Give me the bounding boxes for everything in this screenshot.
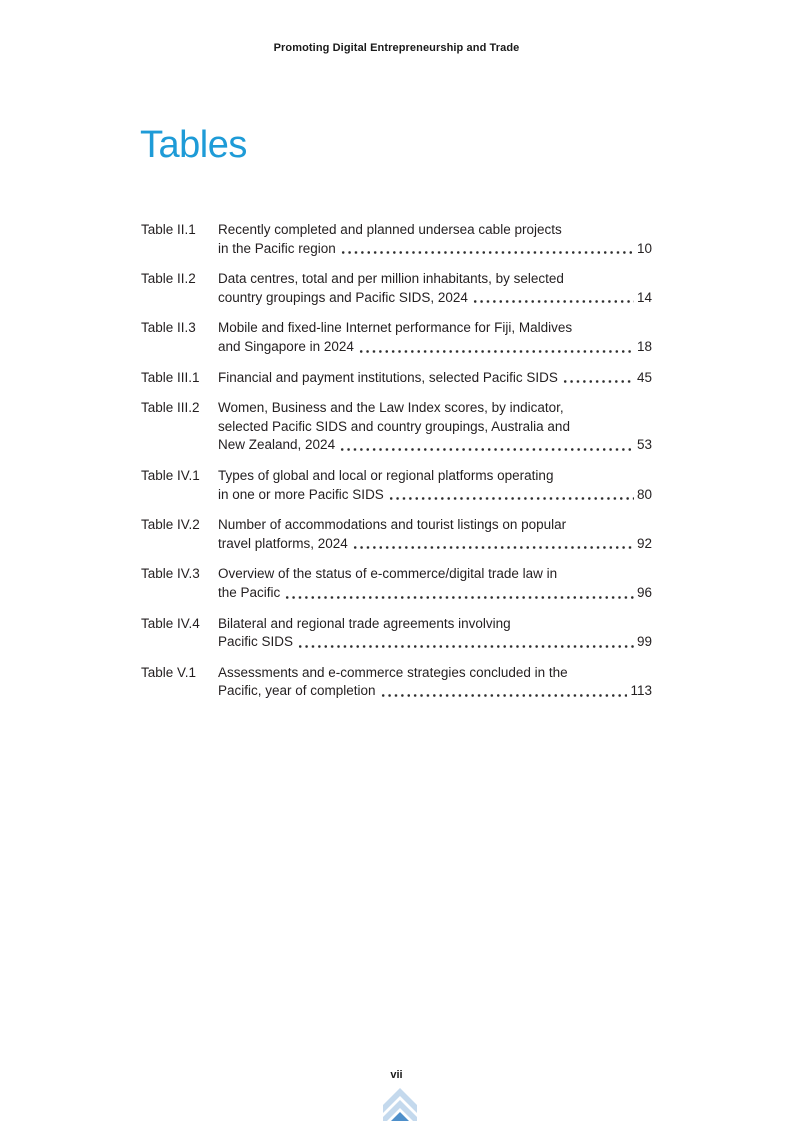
toc-entry-label: Table III.2 — [141, 400, 200, 416]
toc-entry-page-number: 45 — [636, 369, 652, 385]
toc-entry-title — [218, 565, 652, 602]
toc-entry[interactable] — [141, 399, 652, 455]
toc-entry-page-number: 10 — [636, 240, 652, 256]
toc-entry-label: Table II.1 — [141, 222, 196, 237]
dot-leader — [380, 693, 628, 698]
toc-entry-title-text: the Pacific — [218, 584, 281, 600]
toc-entry-title — [218, 615, 652, 652]
toc-entry-title — [218, 516, 652, 553]
toc-entry-title-line: Data centres, total and per million inhabitants, by selected — [218, 271, 564, 287]
toc-entry-title-text: Pacific, year of completion — [218, 683, 376, 699]
toc-entry-page-number: 113 — [630, 683, 652, 699]
toc-entry[interactable] — [141, 319, 652, 356]
toc-entry-title-line: selected Pacific SIDS and country groupings, Australia and — [218, 418, 570, 434]
toc-entry-title — [218, 319, 652, 356]
toc-entry-title-line — [218, 436, 652, 455]
toc-entry[interactable] — [141, 467, 652, 504]
toc-entry-title — [218, 369, 652, 388]
toc-entry-title-line: Assessments and e-commerce strategies concluded in the — [218, 664, 568, 680]
dot-leader — [352, 545, 634, 550]
toc-entry-title — [218, 467, 652, 504]
toc-entry[interactable] — [141, 664, 652, 701]
toc-entry-label: Table IV.4 — [141, 615, 200, 631]
toc-entry-label: Table II.2 — [141, 271, 196, 287]
toc-entry[interactable] — [141, 565, 652, 602]
toc-entry-label: Table IV.2 — [141, 517, 200, 533]
toc-entry[interactable] — [141, 270, 652, 307]
dot-leader — [388, 496, 634, 501]
dot-leader — [339, 447, 634, 452]
toc-entry-title-text: in one or more Pacific SIDS — [218, 486, 384, 502]
toc-entry-page-number: 99 — [636, 634, 652, 650]
toc-entry-title-line — [218, 633, 652, 652]
toc-entry-title-line — [218, 486, 652, 505]
toc-entry-label: Table III.1 — [141, 369, 200, 385]
toc-entry[interactable] — [141, 516, 652, 553]
toc-entry-page-number: 96 — [636, 584, 652, 600]
toc-entry-title-line: Mobile and fixed-line Internet performance for Fiji, Maldives — [218, 320, 573, 336]
toc-entry-title — [218, 221, 652, 258]
dot-leader — [562, 379, 634, 384]
toc-entry-title-line: Number of accommodations and tourist listings on popular — [218, 517, 567, 533]
toc-entry-title-text: country groupings and Pacific SIDS, 2024 — [218, 289, 468, 305]
toc-entry-title-text: in the Pacific region — [218, 240, 336, 256]
toc-entry-title-line — [218, 338, 652, 357]
toc-entry-title — [218, 664, 652, 701]
toc-entry-title-text: Pacific SIDS — [218, 634, 294, 650]
toc-entry-title — [218, 399, 652, 455]
toc-entry[interactable] — [141, 369, 652, 388]
toc-entry-label: Table V.1 — [141, 664, 197, 680]
toc-entry-label: Table II.3 — [141, 320, 196, 336]
dot-leader — [297, 644, 634, 649]
toc-entry-title — [218, 270, 652, 307]
toc-entry-page-number: 14 — [636, 289, 652, 305]
toc-entry-title-line — [218, 535, 652, 554]
toc-entry-page-number: 80 — [636, 486, 652, 502]
tables-toc-list — [141, 221, 652, 713]
toc-entry-title-text: Financial and payment institutions, selected Pacific SIDS — [218, 369, 558, 385]
footer-page-number: vii — [390, 1069, 403, 1081]
toc-entry-label: Table IV.3 — [141, 566, 200, 582]
toc-entry-title-text: travel platforms, 2024 — [218, 535, 348, 551]
toc-entry-label: Table IV.1 — [141, 467, 200, 483]
toc-entry-title-line — [218, 682, 652, 701]
page-title: Tables — [140, 124, 247, 166]
toc-entry-title-line — [218, 584, 652, 603]
toc-entry-title-line — [218, 369, 652, 388]
toc-entry-page-number: 53 — [636, 437, 652, 453]
chevrons-up-icon — [383, 1088, 417, 1121]
dot-leader — [340, 250, 634, 255]
dot-leader — [472, 299, 634, 304]
toc-entry[interactable] — [141, 615, 652, 652]
toc-entry-title-line: Recently completed and planned undersea cable projects — [218, 222, 562, 237]
toc-entry-title-line: Women, Business and the Law Index scores, by indicator, — [218, 400, 564, 416]
toc-entry-page-number: 18 — [636, 338, 652, 354]
toc-entry-page-number: 92 — [636, 535, 652, 551]
running-header-title: Promoting Digital Entrepreneurship and Trade — [273, 42, 520, 54]
toc-entry-title-line — [218, 289, 652, 308]
toc-entry-title-line — [218, 240, 652, 259]
dot-leader — [358, 349, 634, 354]
toc-entry-title-line: Overview of the status of e-commerce/digital trade law in — [218, 566, 558, 582]
toc-entry-title-text: and Singapore in 2024 — [218, 338, 354, 354]
toc-entry-title-line: Types of global and local or regional platforms operating — [218, 467, 554, 483]
dot-leader — [284, 595, 634, 600]
toc-entry[interactable] — [141, 221, 652, 258]
toc-entry-title-line: Bilateral and regional trade agreements involving — [218, 615, 511, 631]
toc-entry-title-text: New Zealand, 2024 — [218, 437, 336, 453]
